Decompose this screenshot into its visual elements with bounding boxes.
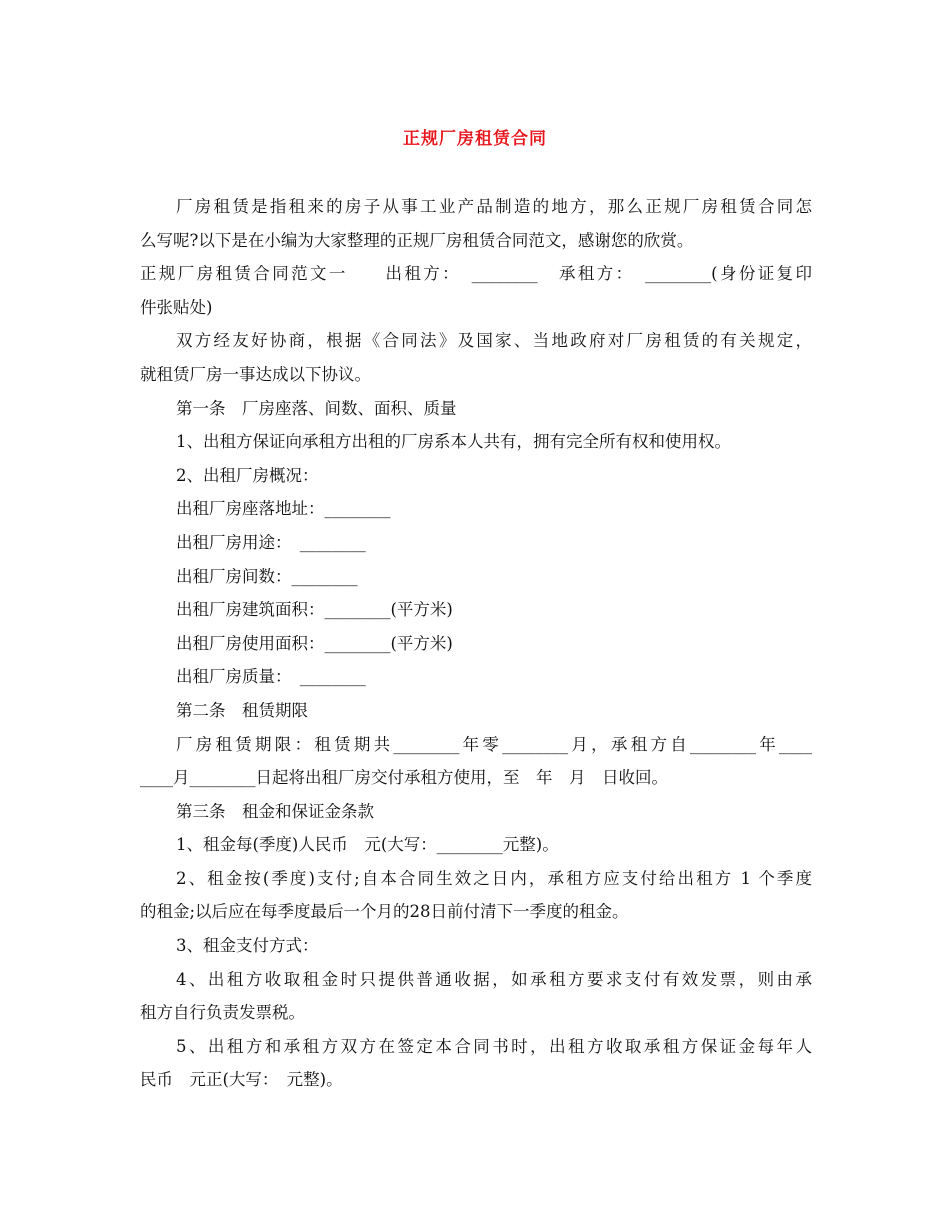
- paragraph-line: 民币 元正(大写： 元整)。: [140, 1070, 343, 1090]
- paragraph-line: 厂房租赁期限：租赁期共________年零________月，承租方自________年____: [176, 734, 812, 754]
- paragraph-line: 3、租金支付方式：: [176, 936, 319, 956]
- paragraph-line: 2、租金按(季度)支付;自本合同生效之日内，承租方应支付给出租方 1 个季度: [176, 868, 812, 888]
- paragraph-line: 2、出租厂房概况：: [176, 465, 319, 485]
- article-heading: 第二条 租赁期限: [176, 700, 308, 720]
- paragraph-line: 5、出租方和承租方双方在签定本合同书时，出租方收取承租方保证金每年人: [176, 1036, 812, 1056]
- paragraph-line: 么写呢?以下是在小编为大家整理的正规厂房租赁合同范文，感谢您的欣赏。: [140, 230, 694, 250]
- form-field-line: 出租厂房质量： ________: [176, 667, 366, 687]
- paragraph-line: 双方经友好协商，根据《合同法》及国家、当地政府对厂房租赁的有关规定，: [176, 331, 812, 351]
- article-heading: 第三条 租金和保证金条款: [176, 801, 374, 821]
- paragraph-line: 正规厂房租赁合同范文一 出租方： ________ 承租方： ________(身份证复印: [140, 264, 812, 284]
- paragraph-line: 1、租金每(季度)人民币 元(大写：________元整)。: [176, 835, 559, 855]
- form-field-line: 出租厂房间数：________: [176, 566, 358, 586]
- paragraph-line: 就租赁厂房一事达成以下协议。: [140, 364, 371, 384]
- form-field-line: 出租厂房用途： ________: [176, 532, 366, 552]
- form-field-line: 出租厂房座落地址：________: [176, 499, 391, 519]
- paragraph-line: 4、出租方收取租金时只提供普通收据，如承租方要求支付有效发票，则由承: [176, 969, 812, 989]
- paragraph-line: 1、出租方保证向承租方出租的厂房系本人共有，拥有完全所有权和使用权。: [176, 432, 731, 452]
- form-field-line: 出租厂房建筑面积：________(平方米): [176, 600, 453, 620]
- document-title: 正规厂房租赁合同: [403, 129, 547, 149]
- article-heading: 第一条 厂房座落、间数、面积、质量: [176, 398, 457, 418]
- paragraph-line: 厂房租赁是指租来的房子从事工业产品制造的地方，那么正规厂房租赁合同怎: [176, 197, 812, 216]
- document-body: [140, 190, 812, 1097]
- paragraph-line: 的租金;以后应在每季度最后一个月的28日前付清下一季度的租金。: [140, 902, 629, 922]
- paragraph-line: ____月________日起将出租厂房交付承租方使用，至 年 月 日收回。: [140, 768, 668, 788]
- paragraph-line: 件张贴处): [140, 297, 213, 317]
- form-field-line: 出租厂房使用面积：________(平方米): [176, 633, 453, 653]
- paragraph-line: 租方自行负责发票税。: [140, 1003, 305, 1023]
